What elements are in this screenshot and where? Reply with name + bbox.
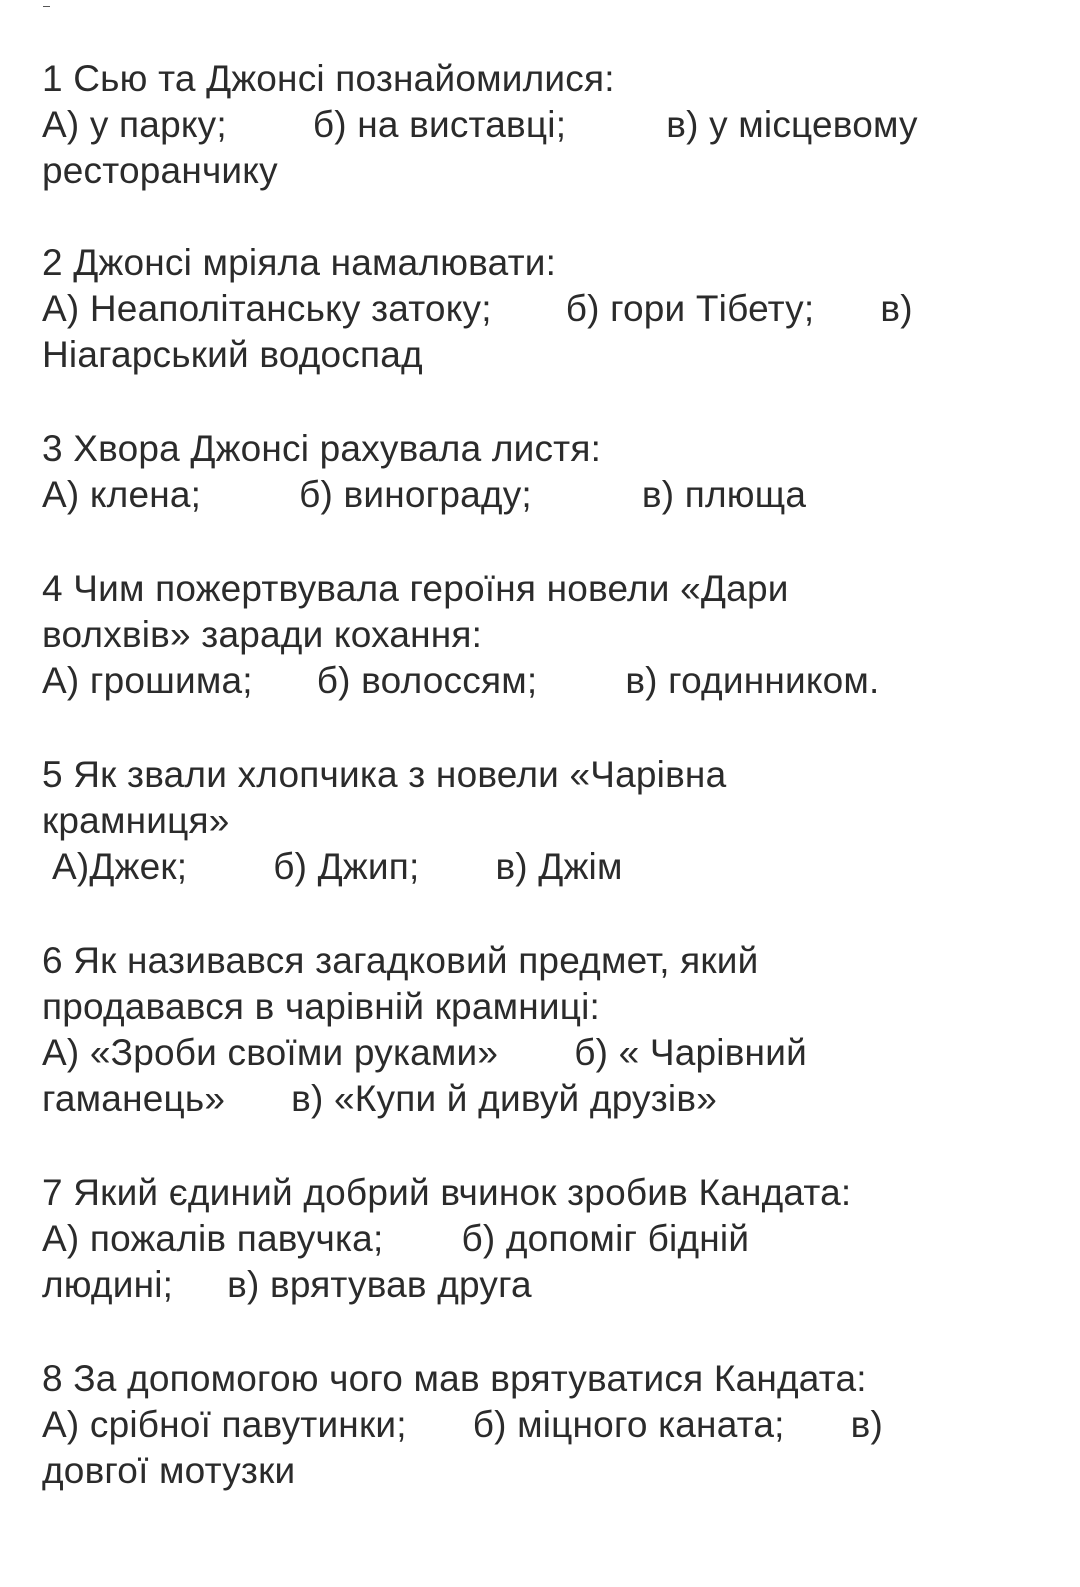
answers-continuation: [42, 332, 1052, 378]
answer-c: в) «Купи й дивуй друзів»: [291, 1078, 717, 1119]
answer-a: А) срібної павутинки;: [42, 1404, 407, 1445]
answer-a: А) «Зроби своїми руками»: [42, 1032, 499, 1073]
answer-c: в) годинником.: [625, 660, 880, 701]
answers-line: [42, 1402, 1052, 1448]
answer-b: б) допоміг бідній: [461, 1218, 750, 1259]
answer-c: в): [880, 288, 913, 329]
question-line: [42, 426, 1052, 472]
question-8: [42, 1356, 1052, 1494]
question-2: [42, 240, 1052, 378]
answers-line: [42, 658, 1052, 704]
question-text: 5 Як звали хлопчика з новели «Чарівна: [42, 754, 727, 795]
question-1: [42, 56, 1052, 194]
question-text: 1 Сью та Джонсі познайомилися:: [42, 58, 615, 99]
answer-c-continuation: довгої мотузки: [42, 1450, 296, 1491]
question-text: 3 Хвора Джонсі рахувала листя:: [42, 428, 602, 469]
answers-line: [42, 102, 1052, 148]
question-line: [42, 1356, 1052, 1402]
answer-c: в) Джім: [495, 846, 623, 887]
question-7: [42, 1170, 1052, 1308]
question-line: [42, 566, 1052, 612]
answer-c-continuation: ресторанчику: [42, 150, 278, 191]
question-text: 6 Як називався загадковий предмет, який: [42, 940, 759, 981]
answer-a: А) пожалів павучка;: [42, 1218, 384, 1259]
answer-b: б) на виставці;: [312, 104, 567, 145]
answer-b: б) гори Тібету;: [565, 288, 815, 329]
top-dash-mark: [43, 6, 50, 7]
answers-line: [42, 286, 1052, 332]
answer-b: б) міцного каната;: [472, 1404, 785, 1445]
question-text-continuation: крамниця»: [42, 800, 230, 841]
question-line: [42, 240, 1052, 286]
answer-b-continuation: людині;: [42, 1264, 174, 1305]
question-text-continuation: продавався в чарівній крамниці:: [42, 986, 601, 1027]
question-text-continuation: волхвів» заради кохання:: [42, 614, 483, 655]
question-3: [42, 426, 1052, 518]
answer-b: б) « Чарівний: [574, 1032, 807, 1073]
answer-c-continuation: Ніагарський водоспад: [42, 334, 423, 375]
answer-b-continuation: гаманець»: [42, 1078, 226, 1119]
answers-line: [42, 1216, 1052, 1262]
answer-a: А) грошима;: [42, 660, 253, 701]
question-text: 8 За допомогою чого мав врятуватися Кандата:: [42, 1358, 867, 1399]
question-line-continuation: [42, 984, 1052, 1030]
answer-a: А) клена;: [42, 474, 202, 515]
answers-continuation: [42, 1262, 1052, 1308]
question-4: [42, 566, 1052, 704]
question-text: 7 Який єдиний добрий вчинок зробив Кандата:: [42, 1172, 852, 1213]
answer-c: в) плюща: [641, 474, 807, 515]
answer-a: А) Неаполітанську затоку;: [42, 288, 492, 329]
question-5: [42, 752, 1052, 890]
answers-line: [42, 472, 1052, 518]
question-line: [42, 752, 1052, 798]
answer-a: А) у парку;: [42, 104, 227, 145]
question-line: [42, 1170, 1052, 1216]
answer-c: в) врятував друга: [227, 1264, 532, 1305]
question-line-continuation: [42, 798, 1052, 844]
answers-continuation: [42, 1076, 1052, 1122]
question-text: 2 Джонсі мріяла намалювати:: [42, 242, 557, 283]
answers-line: [42, 844, 1052, 890]
answer-b: б) винограду;: [299, 474, 532, 515]
question-line-continuation: [42, 612, 1052, 658]
question-text: 4 Чим пожертвувала героїня новели «Дари: [42, 568, 789, 609]
question-line: [42, 938, 1052, 984]
answers-line: [42, 1030, 1052, 1076]
answer-b: б) волоссям;: [316, 660, 538, 701]
answer-a: А)Джек;: [52, 846, 188, 887]
question-line: [42, 56, 1052, 102]
question-6: [42, 938, 1052, 1122]
answers-continuation: [42, 1448, 1052, 1494]
answer-c: в): [850, 1404, 884, 1445]
answer-b: б) Джип;: [273, 846, 420, 887]
answer-c: в) у місцевому: [666, 104, 918, 145]
answers-continuation: [42, 148, 1052, 194]
